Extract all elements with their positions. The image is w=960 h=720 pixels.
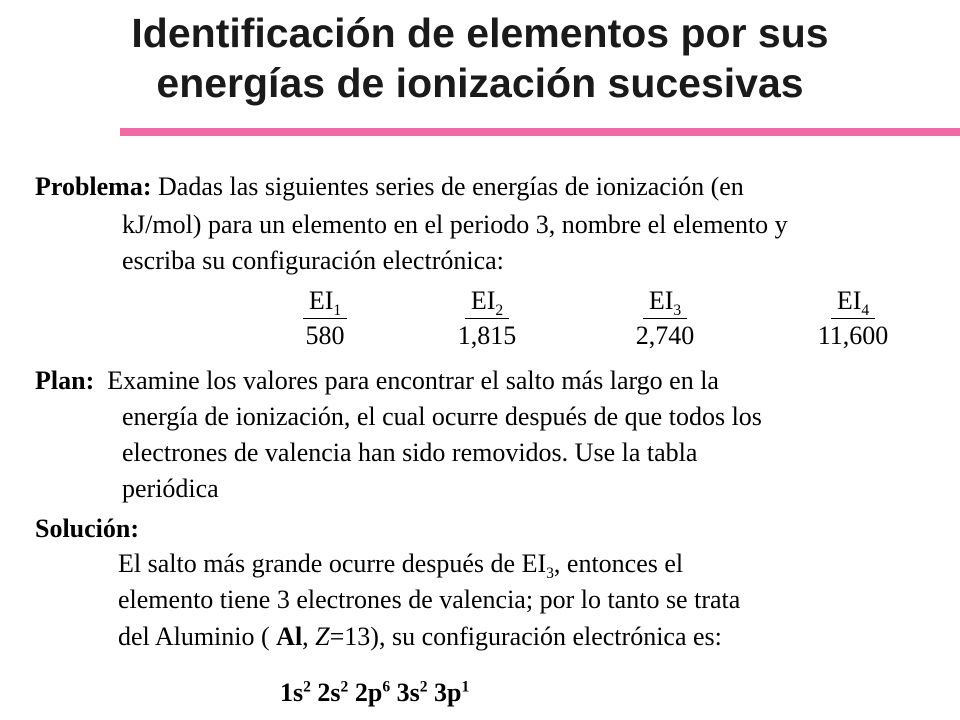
ei-value-2: 1,815: [457, 321, 517, 350]
solution-line-1: [118, 547, 684, 583]
config-term-1: $1s^2$: [280, 678, 311, 707]
element-symbol: Al: [276, 622, 303, 651]
ei-value-3: 2,740: [635, 321, 695, 350]
atomic-number-symbol: Z: [315, 622, 330, 651]
plan-line-1: [35, 364, 719, 397]
problem-text-1: Dadas las siguientes series de energías de ionización (en: [158, 172, 744, 201]
ei-subscript: 4: [861, 302, 870, 320]
ei-prefix: EI: [648, 286, 674, 315]
config-term-2: $2s^2$: [317, 678, 349, 707]
ei-header-2: [465, 284, 509, 319]
solution-label-text: Solución:: [35, 514, 140, 543]
ei-header-3: [643, 284, 687, 319]
ei-column-2: [427, 284, 547, 352]
solution-text-3b: ,: [302, 622, 316, 651]
solution-subscript: 3: [546, 565, 554, 583]
title-line-1: Identificación de elementos por sus: [131, 10, 829, 56]
ei-column-4: [793, 284, 913, 352]
ei-subscript: 2: [495, 302, 504, 320]
solution-line-2: elemento tiene 3 electrones de valencia; por lo tanto se trata: [118, 585, 741, 614]
ei-column-1: [265, 284, 385, 352]
ei-header-4: [831, 284, 875, 319]
problem-line-3: escriba su configuración electrónica:: [122, 246, 504, 275]
config-term-3: $2p^6$: [354, 678, 391, 707]
solution-text-3c: =13), su configuración electrónica es:: [329, 622, 722, 651]
title-line-2: energías de ionización sucesivas: [156, 60, 804, 106]
ei-subscript: 3: [673, 302, 682, 320]
solution-text-1b: , entonces el: [553, 549, 684, 578]
ei-header-1: [303, 284, 347, 319]
plan-line-4: periódica: [122, 474, 219, 503]
plan-text-1: Examine los valores para encontrar el salto más largo en la: [107, 366, 719, 395]
problem-label: Problema:: [35, 172, 152, 201]
solution-line-3: [118, 620, 722, 653]
config-term-5: $3p^1$: [434, 678, 470, 707]
solution-text-3a: del Aluminio (: [118, 622, 277, 651]
ei-value-4: 11,600: [817, 321, 889, 350]
solution-text-1a: El salto más grande ocurre después de EI: [118, 549, 547, 578]
slide-title: [0, 8, 960, 108]
plan-line-2: energía de ionización, el cual ocurre después de que todos los: [122, 402, 762, 431]
solution-label: [35, 512, 139, 545]
problem-line-1: [35, 170, 744, 203]
electron-configuration: [280, 676, 469, 709]
plan-label: Plan:: [35, 366, 95, 395]
title-underline-rule: [120, 128, 960, 136]
ei-prefix: EI: [836, 286, 862, 315]
ei-value-1: 580: [305, 321, 345, 350]
problem-line-2: kJ/mol) para un elemento en el periodo 3, nombre el elemento y: [122, 210, 788, 239]
ei-prefix: EI: [308, 286, 334, 315]
ei-prefix: EI: [470, 286, 496, 315]
config-term-4: $3s^2$: [396, 678, 428, 707]
ei-column-3: [605, 284, 725, 352]
plan-line-3: electrones de valencia han sido removidos. Use la tabla: [122, 438, 698, 467]
ei-subscript: 1: [333, 302, 342, 320]
